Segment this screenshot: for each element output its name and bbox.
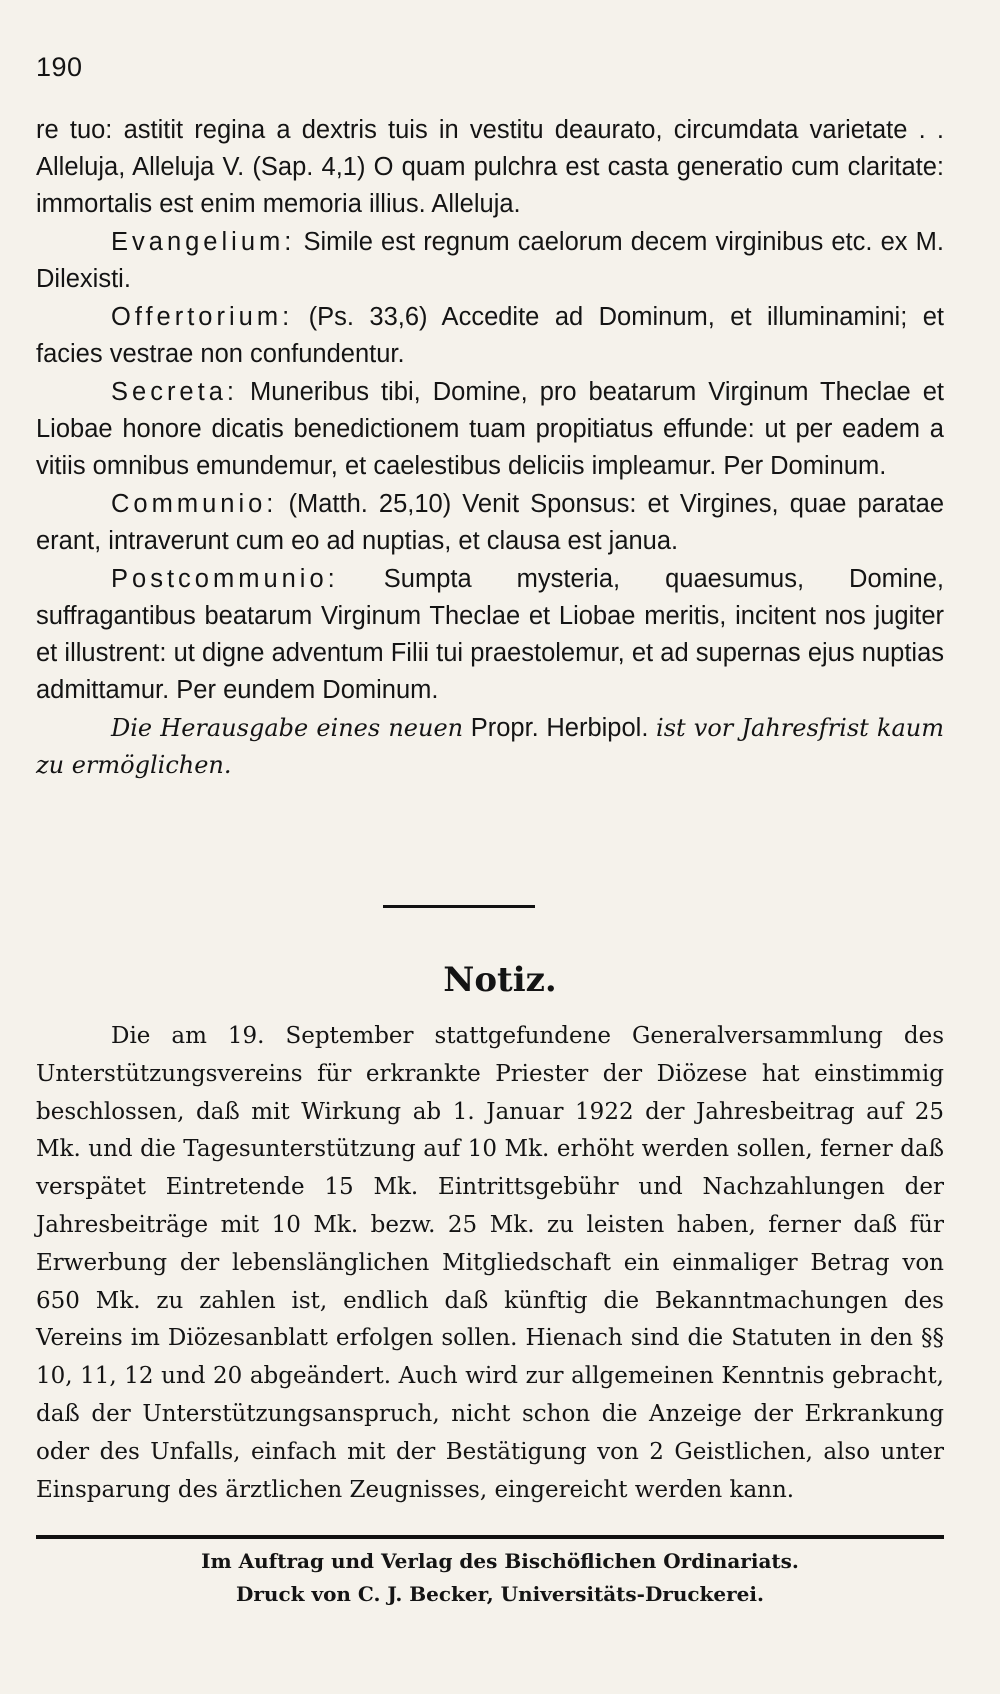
- liturgy-section: [36, 112, 944, 785]
- imprint: [0, 1545, 1000, 1611]
- postcommunio-text: Sumpta mysteria, quaesumus, Domine, suffragantibus beatarum Virginum Theclae et Liobae meritis, incitent nos jugiter et illustrent: ut digne adventum Filii tui praestolemur, et ad supernas ejus nuptias admittamur. Per eundem Dominum.: [36, 565, 944, 704]
- gradual-continuation: re tuo: astitit regina a dextris tuis in vestitu deaurato, circumdata varietate . . Alleluja, Alleluja V. (Sap. 4,1) O quam pulchra est casta generatio cum claritate: immortalis est enim memoria illius. Alleluja.: [36, 116, 944, 218]
- imprint-printer: Druck von C. J. Becker, Universitäts-Druckerei.: [236, 1582, 764, 1606]
- imprint-publisher: Im Auftrag und Verlag des Bischöflichen Ordinariats.: [201, 1549, 799, 1573]
- notice-title: Notiz.: [443, 960, 557, 1000]
- note-text-end: ist vor Jahresfrist kaum zu ermöglichen.: [36, 714, 944, 779]
- note-latin-title: Propr. Herbipol.: [470, 714, 649, 742]
- offertorium-paragraph: [36, 299, 944, 373]
- notice-body: Die am 19. September stattgefundene Generalversammlung des Unterstützungsvereins für erkrankte Priester der Diözese hat einstimmig beschlossen, daß mit Wirkung ab 1. Januar 1922 der Jahresbeitrag auf 25 Mk. und die Tagesunterstützung auf 10 Mk. erhöht werden sollen, ferner daß verspätet Eintretende 15 Mk. Eintrittsgebühr und Nachzahlungen der Jahresbeiträge mit 10 Mk. bezw. 25 Mk. zu leisten haben, ferner daß für Erwerbung der lebenslänglichen Mitgliedschaft ein einmaliger Betrag von 650 Mk. zu zahlen ist, endlich daß künftig die Bekanntmachungen des Vereins im Diözesanblatt erfolgen sollen. Hienach sind die Statuten in den §§ 10, 11, 12 und 20 abgeändert. Auch wird zur allgemeinen Kenntnis gebracht, daß der Unterstützungsanspruch, nicht schon die Anzeige der Erkrankung oder des Unfalls, einfach mit der Bestätigung von 2 Geistlichen, also unter Einsparung des ärztlichen Zeugnisses, eingereicht werden kann.: [36, 1023, 944, 1503]
- offertorium-label: Offertorium:: [111, 303, 294, 331]
- communio-text: (Matth. 25,10) Venit Sponsus: et Virgines, quae paratae erant, intraverunt cum eo ad nuptias, et clausa est janua.: [36, 490, 944, 555]
- offertorium-text: (Ps. 33,6) Accedite ad Dominum, et illuminamini; et facies vestrae non confundentur.: [36, 303, 944, 368]
- notice-section: [36, 1018, 944, 1509]
- evangelium-paragraph: [36, 224, 944, 298]
- secreta-label: Secreta:: [111, 378, 238, 406]
- proprium-note: [36, 710, 944, 784]
- footer-rule: [36, 1535, 944, 1539]
- section-divider: [383, 905, 535, 908]
- postcommunio-label: Postcommunio:: [111, 565, 339, 593]
- page-number: 190: [36, 52, 83, 82]
- communio-paragraph: [36, 486, 944, 560]
- evangelium-text: Simile est regnum caelorum decem virginibus etc. ex M. Dilexisti.: [36, 228, 944, 293]
- postcommunio-paragraph: [36, 561, 944, 709]
- communio-label: Communio:: [111, 490, 278, 518]
- secreta-text: Muneribus tibi, Domine, pro beatarum Virginum Theclae et Liobae honore dicatis benedictionem tuam propitiatus effunde: ut per eadem a vitiis omnibus emundemur, et caelestibus deliciis impleamur. Per Dominum.: [36, 378, 944, 480]
- note-text-start: Die Herausgabe eines neuen: [111, 714, 464, 742]
- secreta-paragraph: [36, 374, 944, 485]
- evangelium-label: Evangelium:: [111, 228, 296, 256]
